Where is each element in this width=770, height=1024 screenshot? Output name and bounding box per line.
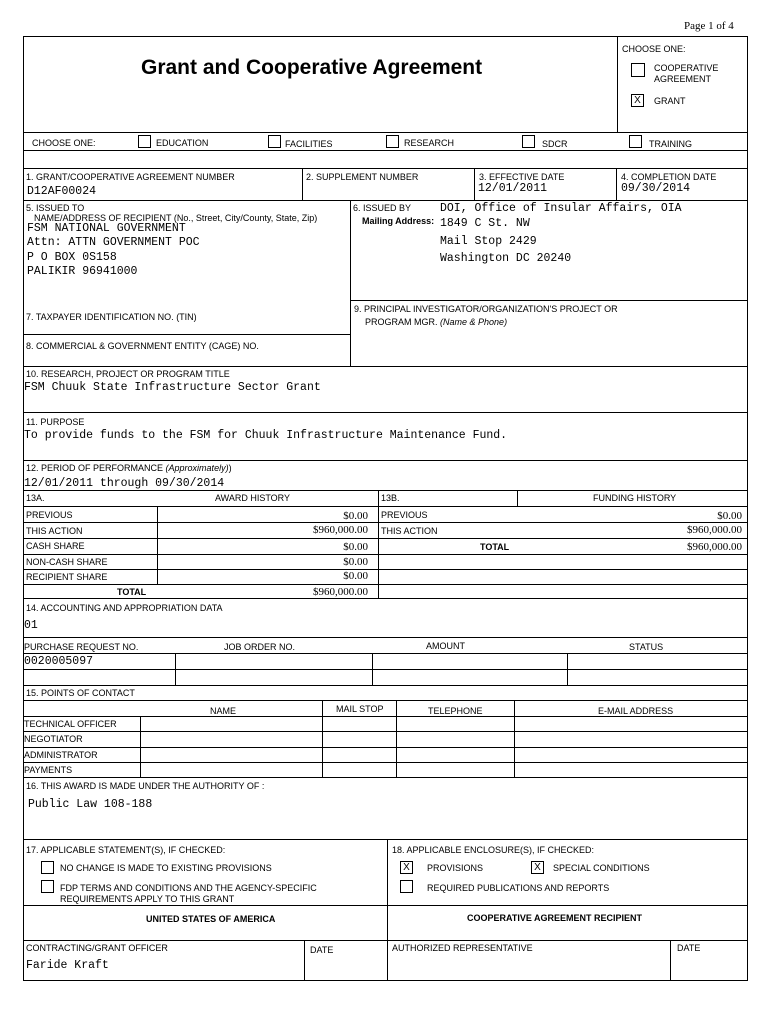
- contact-row-label: TECHNICAL OFFICER: [24, 719, 117, 729]
- grant-label: GRANT: [654, 96, 686, 106]
- award-row-amount: $0.00: [343, 556, 368, 568]
- box9-label-3-text: (Name & Phone): [440, 317, 508, 327]
- col-name: NAME: [210, 706, 237, 716]
- special-conditions-label: SPECIAL CONDITIONS: [553, 863, 650, 873]
- award-row-amount: $960,000.00: [313, 524, 368, 536]
- issuer-line-3: Mail Stop 2429: [440, 235, 537, 248]
- agreement-number: D12AF00024: [27, 185, 97, 198]
- box8-label: 8. COMMERCIAL & GOVERNMENT ENTITY (CAGE) NO.: [26, 341, 259, 351]
- funding-history-13b: 13B.: [381, 493, 400, 503]
- box6-label: 6. ISSUED BY: [353, 203, 412, 213]
- box10-label: 10. RESEARCH, PROJECT OR PROGRAM TITLE: [26, 369, 230, 379]
- box11-label: 11. PURPOSE: [26, 417, 85, 427]
- provisions-checkbox[interactable]: X: [400, 861, 413, 874]
- recipient-heading: COOPERATIVE AGREEMENT RECIPIENT: [467, 913, 643, 923]
- funding-this-action: $960,000.00: [687, 524, 742, 536]
- box12-label: 12. PERIOD OF PERFORMANCE (Approximately)): [26, 463, 232, 473]
- training-label: TRAINING: [649, 139, 693, 149]
- box4-label: 4. COMPLETION DATE: [621, 172, 717, 182]
- box16-label: 16. THIS AWARD IS MADE UNDER THE AUTHORITY OF :: [26, 781, 265, 791]
- funding-history-header: FUNDING HISTORY: [593, 493, 677, 503]
- contact-row-label: NEGOTIATOR: [24, 734, 83, 744]
- no-change-label: NO CHANGE IS MADE TO EXISTING PROVISIONS: [60, 863, 272, 873]
- project-title: FSM Chuuk State Infrastructure Sector Grant: [24, 381, 321, 394]
- sdcr-checkbox[interactable]: [522, 135, 535, 148]
- purchase-request-value: 0020005097: [24, 655, 94, 668]
- col-mailstop: MAIL STOP: [336, 704, 384, 714]
- award-history-13a: 13A.: [26, 493, 45, 503]
- funding-previous: $0.00: [717, 510, 742, 522]
- recipient-line-1: FSM NATIONAL GOVERNMENT: [27, 222, 186, 235]
- contact-row-label: ADMINISTRATOR: [24, 750, 98, 760]
- box12-label-text: 12. PERIOD OF PERFORMANCE: [26, 463, 164, 473]
- sdcr-label: SDCR: [542, 139, 568, 149]
- award-total: $960,000.00: [313, 586, 368, 598]
- box18-label: 18. APPLICABLE ENCLOSURE(S), IF CHECKED:: [392, 845, 595, 855]
- no-change-checkbox[interactable]: [41, 861, 54, 874]
- authorized-rep-label: AUTHORIZED REPRESENTATIVE: [392, 943, 533, 953]
- education-label: EDUCATION: [156, 138, 209, 148]
- award-row-label: NON-CASH SHARE: [26, 557, 108, 567]
- recipient-date-label: DATE: [677, 943, 701, 953]
- recipient-line-3: P O BOX 0S158: [27, 251, 117, 264]
- cooperative-agreement-label-2: AGREEMENT: [654, 74, 712, 84]
- accounting-data: 01: [24, 619, 38, 632]
- col-amount: AMOUNT: [426, 641, 465, 651]
- cooperative-agreement-checkbox[interactable]: [631, 63, 645, 77]
- recipient-line-4: PALIKIR 96941000: [27, 265, 138, 278]
- box1-label: 1. GRANT/COOPERATIVE AGREEMENT NUMBER: [26, 172, 235, 182]
- required-publications-checkbox[interactable]: [400, 880, 413, 893]
- fdp-terms-label-2: REQUIREMENTS APPLY TO THIS GRANT: [60, 894, 235, 904]
- issuer-line-4: Washington DC 20240: [440, 252, 572, 265]
- box12-label-italic: (Approximately): [165, 463, 229, 473]
- research-checkbox[interactable]: [386, 135, 399, 148]
- training-checkbox[interactable]: [629, 135, 642, 148]
- fdp-terms-checkbox[interactable]: [41, 880, 54, 893]
- box7-label: 7. TAXPAYER IDENTIFICATION NO. (TIN): [26, 312, 197, 322]
- box9-label-1: 9. PRINCIPAL INVESTIGATOR/ORGANIZATION'S PROJECT OR: [354, 304, 618, 314]
- award-row-label: THIS ACTION: [26, 526, 83, 536]
- usa-heading: UNITED STATES OF AMERICA: [146, 914, 276, 924]
- box17-label: 17. APPLICABLE STATEMENT(S), IF CHECKED:: [26, 845, 226, 855]
- col-job-order: JOB ORDER NO.: [224, 642, 296, 652]
- award-row-amount: $0.00: [343, 541, 368, 553]
- category-label: CHOOSE ONE:: [32, 138, 96, 148]
- box9-label-2-text: PROGRAM MGR.: [365, 317, 438, 327]
- box14-label: 14. ACCOUNTING AND APPROPRIATION DATA: [26, 603, 223, 613]
- box5-sublabel: NAME/ADDRESS OF RECIPIENT (No., Street, City/County, State, Zip): [34, 213, 318, 223]
- facilities-checkbox[interactable]: [268, 135, 281, 148]
- award-history-header: AWARD HISTORY: [215, 493, 291, 503]
- funding-total: $960,000.00: [687, 541, 742, 553]
- special-conditions-checkbox[interactable]: X: [531, 861, 544, 874]
- box15-label: 15. POINTS OF CONTACT: [26, 688, 135, 698]
- recipient-line-2: Attn: ATTN GOVERNMENT POC: [27, 236, 200, 249]
- box9-label-2: [365, 317, 507, 327]
- col-status: STATUS: [629, 642, 664, 652]
- funding-total-label: TOTAL: [480, 542, 510, 552]
- award-row-amount: $0.00: [343, 510, 368, 522]
- officer-label: CONTRACTING/GRANT OFFICER: [26, 943, 168, 953]
- period-of-performance: 12/01/2011 through 09/30/2014: [24, 477, 225, 490]
- completion-date: 09/30/2014: [621, 182, 691, 195]
- purpose: To provide funds to the FSM for Chuuk Infrastructure Maintenance Fund.: [24, 429, 508, 442]
- agreement-type-label: CHOOSE ONE:: [622, 44, 686, 54]
- officer-date-label: DATE: [310, 945, 334, 955]
- award-row-label: CASH SHARE: [26, 541, 85, 551]
- issuer-line-1: DOI, Office of Insular Affairs, OIA: [440, 202, 682, 215]
- authority: Public Law 108-188: [28, 798, 153, 811]
- funding-this-action-label: THIS ACTION: [381, 526, 438, 536]
- fdp-terms-label-1: FDP TERMS AND CONDITIONS AND THE AGENCY-SPECIFIC: [60, 883, 317, 893]
- cooperative-agreement-label-1: COOPERATIVE: [654, 63, 719, 73]
- education-checkbox[interactable]: [138, 135, 151, 148]
- funding-previous-label: PREVIOUS: [381, 510, 428, 520]
- col-email: E-MAIL ADDRESS: [598, 706, 674, 716]
- contact-row-label: PAYMENTS: [24, 765, 73, 775]
- page-number: Page 1 of 4: [684, 20, 734, 32]
- required-publications-label: REQUIRED PUBLICATIONS AND REPORTS: [427, 883, 610, 893]
- provisions-label: PROVISIONS: [427, 863, 484, 873]
- form-title: Grant and Cooperative Agreement: [141, 56, 483, 79]
- box3-label: 3. EFFECTIVE DATE: [479, 172, 565, 182]
- effective-date: 12/01/2011: [478, 182, 548, 195]
- box2-label: 2. SUPPLEMENT NUMBER: [306, 172, 419, 182]
- award-total-label: TOTAL: [117, 587, 147, 597]
- award-row-label: RECIPIENT SHARE: [26, 572, 108, 582]
- col-purchase-request: PURCHASE REQUEST NO.: [24, 642, 139, 652]
- box5-label: 5. ISSUED TO: [26, 203, 85, 213]
- issuer-line-2: 1849 C St. NW: [440, 217, 530, 230]
- grant-checkbox[interactable]: X: [631, 94, 644, 107]
- award-row-amount: $0.00: [343, 570, 368, 582]
- col-telephone: TELEPHONE: [428, 706, 483, 716]
- officer-name: Faride Kraft: [26, 959, 109, 972]
- facilities-label: FACILITIES: [285, 139, 333, 149]
- mailing-address-label: Mailing Address:: [362, 216, 435, 226]
- award-row-label: PREVIOUS: [26, 510, 73, 520]
- research-label: RESEARCH: [404, 138, 455, 148]
